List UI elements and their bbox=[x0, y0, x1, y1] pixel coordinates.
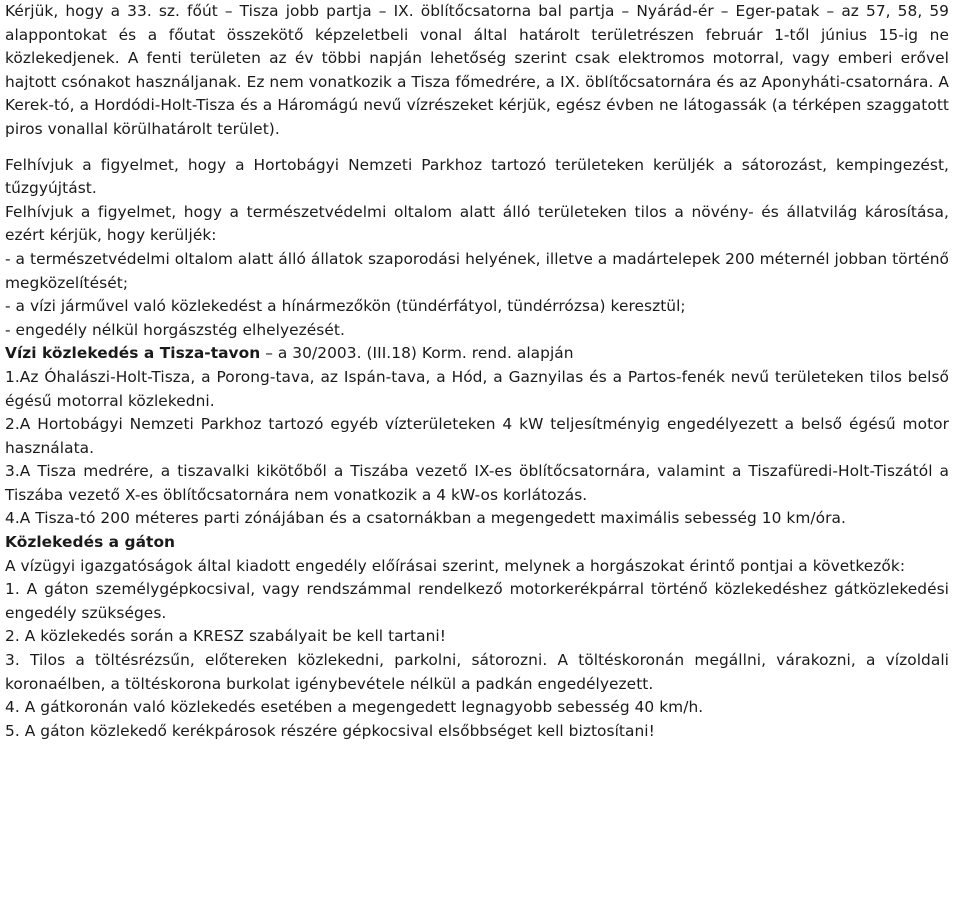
paragraph-spacer bbox=[5, 142, 949, 154]
list-item: 2.A Hortobágyi Nemzeti Parkhoz tartozó egyéb vízterületeken 4 kW teljesítményig engedélyezett a belső égésű motor használata. bbox=[5, 415, 949, 457]
list-item: - a természetvédelmi oltalom alatt álló állatok szaporodási helyének, illetve a madártelepek 200 méternél jobban történő megközelítését; bbox=[5, 249, 949, 292]
list-item: 4. A gátkoronán való közlekedés esetében a megengedett legnagyobb sebesség 40 km/h. bbox=[5, 698, 704, 717]
paragraph-camping-notice: Felhívjuk a figyelmet, hogy a Hortobágyi Nemzeti Parkhoz tartozó területeken kerüljék a sátorozást, kempingezést, tűzgyújtást. bbox=[5, 155, 949, 198]
list-item: 4.A Tisza-tó 200 méteres parti zónájában és a csatornákban a megengedett maximális sebesség 10 km/óra. bbox=[5, 509, 846, 528]
section-intro: A vízügyi igazgatóságok által kiadott engedély előírásai szerint, melynek a horgászokat érintő pontjai a következők: bbox=[5, 556, 906, 575]
list-item: 3.A Tisza medrére, a tiszavalki kikötőből a Tiszába vezető IX-es öblítőcsatornára, valamint a Tiszafüredi-Holt-Tiszától a Tiszába vezető X-es öblítőcsatornára nem vonatkozik a 4 kW-os korlátozás. bbox=[5, 462, 949, 504]
paragraph-restricted-area: Kérjük, hogy a 33. sz. főút – Tisza jobb partja – IX. öblítőcsatorna bal partja – Nyárád-ér – Eger-patak – az 57, 58, 59 alappontokat és a főutat összekötő képzeletbeli vonal által határolt területrészen február 1-től június 15-ig ne közlekedjenek. A fenti területen az év többi napján lehetőség szerint csak elektromos motorral, vagy emberi erővel hajtott csónakot használjanak. Ez nem vonatkozik a Tisza főmedrére, a IX. öblítőcsatornára és az Aponyháti-csatornára. A Kerek-tó, a Hordódi-Holt-Tisza és a Háromágú nevű vízrészeket kérjük, egész évben ne látogassák (a térképen szaggatott piros vonallal körülhatárolt terület). bbox=[5, 2, 949, 138]
section-heading-water-traffic bbox=[5, 342, 949, 366]
list-item: - engedély nélkül horgászstég elhelyezését. bbox=[5, 320, 345, 339]
list-item: 1.Az Óhalászi-Holt-Tisza, a Porong-tava, az Ispán-tava, a Hód, a Gaznyilas és a Partos-fenék nevű területeken tilos belső égésű motorral közlekedni. bbox=[5, 367, 949, 410]
section-heading-bold: Vízi közlekedés a Tisza-tavon bbox=[5, 344, 261, 363]
section-heading-dam-traffic: Közlekedés a gáton bbox=[5, 533, 176, 552]
list-item: 2. A közlekedés során a KRESZ szabályait be kell tartani! bbox=[5, 627, 446, 646]
list-item: 3. Tilos a töltésrézsűn, előtereken közlekedni, parkolni, sátorozni. A töltéskoronán megállni, várakozni, a vízoldali koronaélben, a töltéskorona burkolat igénybevétele nélkül a padkán engedélyezett. bbox=[5, 651, 949, 693]
list-item: - a vízi járművel való közlekedést a hínármezőkön (tündérfátyol, tündérrózsa) keresztül; bbox=[5, 297, 686, 316]
section-heading-rest: – a 30/2003. (III.18) Korm. rend. alapján bbox=[260, 344, 574, 363]
list-item: 5. A gáton közlekedő kerékpárosok részére gépkocsival elsőbbséget kell biztosítani! bbox=[5, 721, 655, 740]
paragraph-protection-notice: Felhívjuk a figyelmet, hogy a természetvédelmi oltalom alatt álló területeken tilos a növény- és állatvilág károsítása, ezért kérjük, hogy kerüljék: bbox=[5, 202, 949, 245]
list-item: 1. A gáton személygépkocsival, vagy rendszámmal rendelkező motorkerékpárral történő közlekedéshez gátközlekedési engedély szükséges. bbox=[5, 580, 949, 622]
